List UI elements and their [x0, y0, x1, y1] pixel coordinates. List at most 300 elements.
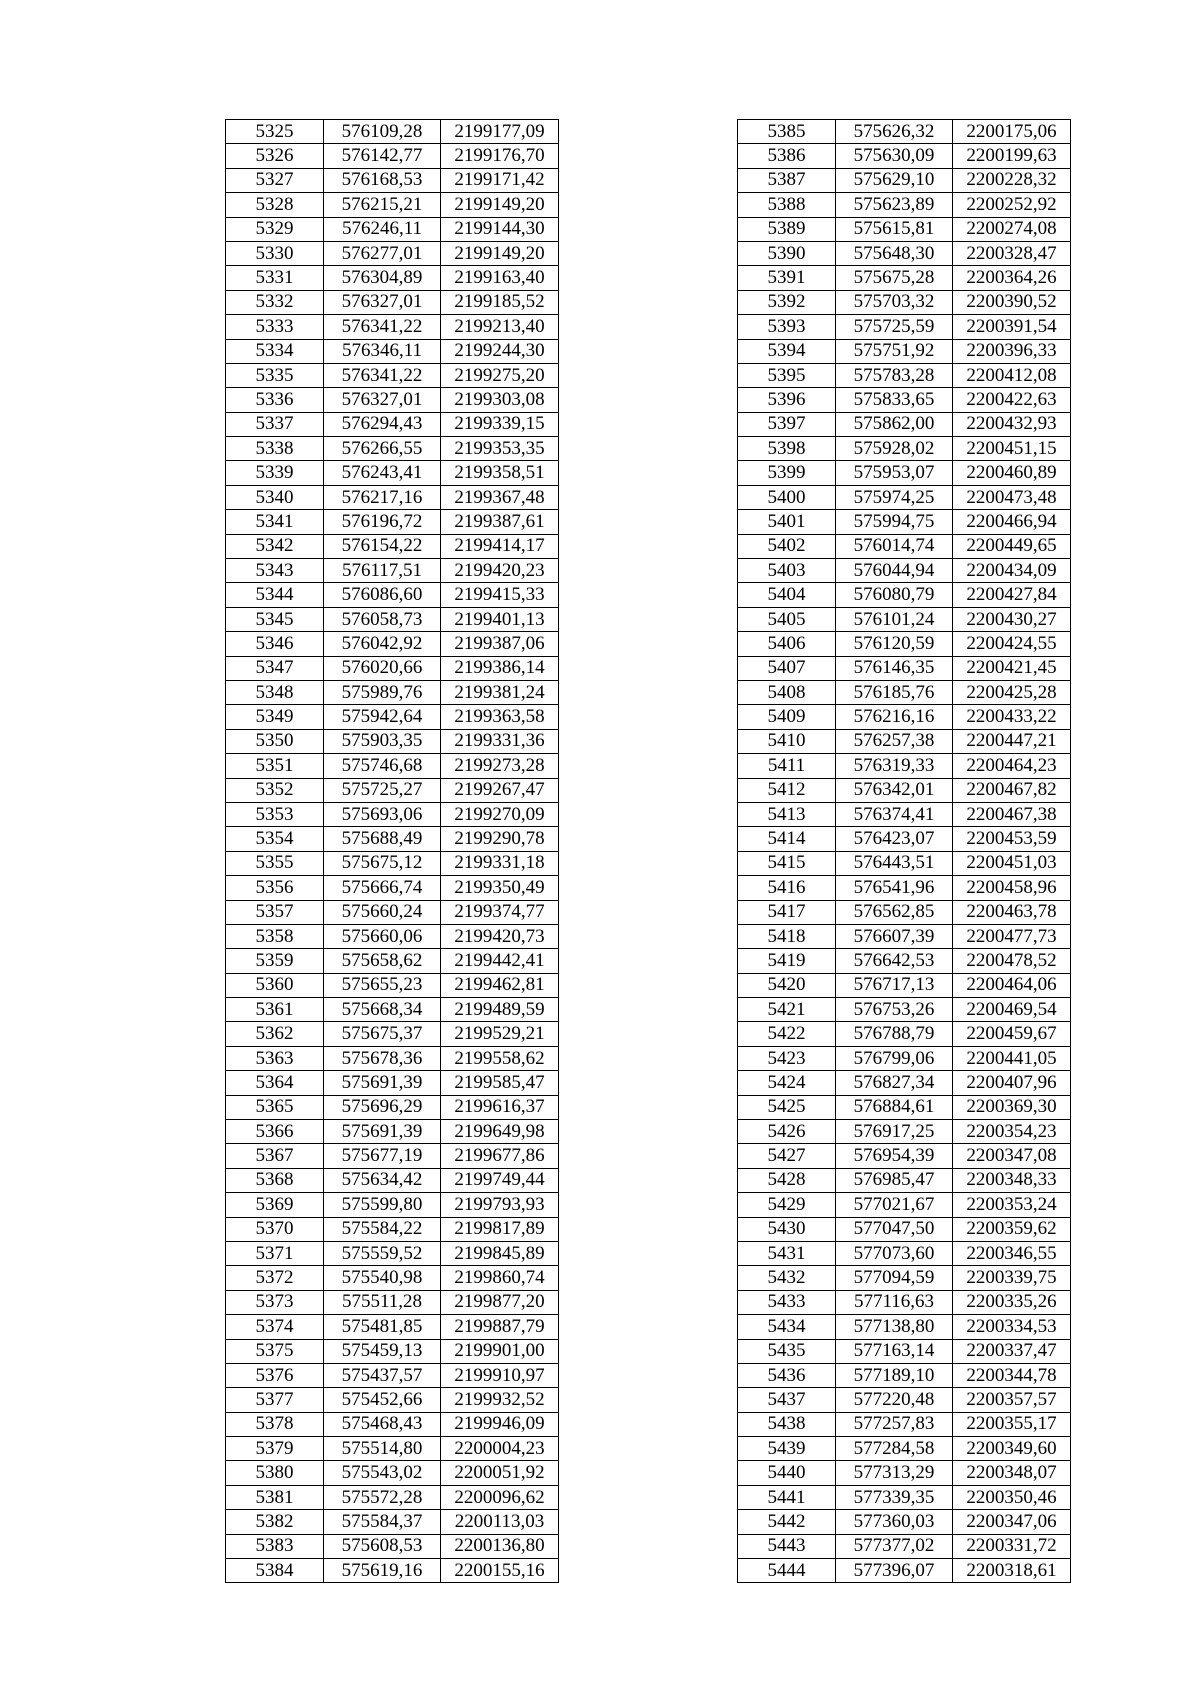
- y-coordinate-cell: 2200453,59: [953, 827, 1071, 851]
- y-coordinate-cell: 2200430,27: [953, 607, 1071, 631]
- table-row: [738, 827, 1071, 851]
- table-row: [738, 217, 1071, 241]
- x-coordinate-cell: 577094,59: [836, 1266, 953, 1290]
- y-coordinate-cell: 2199387,06: [441, 632, 559, 656]
- x-coordinate-cell: 575658,62: [324, 949, 441, 973]
- point-number-cell: 5431: [738, 1241, 836, 1265]
- table-row: [738, 705, 1071, 729]
- y-coordinate-cell: 2199374,77: [441, 900, 559, 924]
- point-number-cell: 5433: [738, 1290, 836, 1314]
- point-number-cell: 5387: [738, 168, 836, 192]
- x-coordinate-cell: 575608,53: [324, 1534, 441, 1558]
- point-number-cell: 5337: [226, 412, 324, 436]
- y-coordinate-cell: 2199616,37: [441, 1095, 559, 1119]
- table-row: [738, 1339, 1071, 1363]
- x-coordinate-cell: 577257,83: [836, 1412, 953, 1436]
- x-coordinate-cell: 576101,24: [836, 607, 953, 631]
- y-coordinate-cell: 2200434,09: [953, 559, 1071, 583]
- x-coordinate-cell: 576607,39: [836, 924, 953, 948]
- point-number-cell: 5350: [226, 729, 324, 753]
- point-number-cell: 5367: [226, 1144, 324, 1168]
- table-row: [738, 241, 1071, 265]
- x-coordinate-cell: 577339,35: [836, 1485, 953, 1509]
- table-row: [226, 1510, 559, 1534]
- x-coordinate-cell: 577189,10: [836, 1363, 953, 1387]
- table-body: [738, 120, 1071, 1583]
- table-row: [738, 559, 1071, 583]
- y-coordinate-cell: 2200349,60: [953, 1437, 1071, 1461]
- point-number-cell: 5428: [738, 1168, 836, 1192]
- point-number-cell: 5331: [226, 266, 324, 290]
- y-coordinate-cell: 2199442,41: [441, 949, 559, 973]
- point-number-cell: 5366: [226, 1120, 324, 1144]
- y-coordinate-cell: 2199331,36: [441, 729, 559, 753]
- x-coordinate-cell: 576217,16: [324, 485, 441, 509]
- x-coordinate-cell: 575630,09: [836, 144, 953, 168]
- table-row: [738, 1217, 1071, 1241]
- y-coordinate-cell: 2199749,44: [441, 1168, 559, 1192]
- table-row: [226, 1559, 559, 1583]
- y-coordinate-cell: 2200447,21: [953, 729, 1071, 753]
- x-coordinate-cell: 576058,73: [324, 607, 441, 631]
- point-number-cell: 5389: [738, 217, 836, 241]
- table-row: [226, 217, 559, 241]
- table-row: [226, 778, 559, 802]
- x-coordinate-cell: 575989,76: [324, 680, 441, 704]
- table-row: [738, 1290, 1071, 1314]
- point-number-cell: 5405: [738, 607, 836, 631]
- table-row: [226, 583, 559, 607]
- table-row: [226, 998, 559, 1022]
- y-coordinate-cell: 2199177,09: [441, 120, 559, 144]
- y-coordinate-cell: 2200228,32: [953, 168, 1071, 192]
- y-coordinate-cell: 2200354,23: [953, 1120, 1071, 1144]
- y-coordinate-cell: 2199290,78: [441, 827, 559, 851]
- table-row: [738, 583, 1071, 607]
- point-number-cell: 5361: [226, 998, 324, 1022]
- x-coordinate-cell: 576985,47: [836, 1168, 953, 1192]
- point-number-cell: 5437: [738, 1388, 836, 1412]
- y-coordinate-cell: 2199910,97: [441, 1363, 559, 1387]
- x-coordinate-cell: 576341,22: [324, 363, 441, 387]
- table-row: [226, 851, 559, 875]
- y-coordinate-cell: 2199185,52: [441, 290, 559, 314]
- y-coordinate-cell: 2199946,09: [441, 1412, 559, 1436]
- point-number-cell: 5363: [226, 1046, 324, 1070]
- table-row: [738, 266, 1071, 290]
- y-coordinate-cell: 2200348,33: [953, 1168, 1071, 1192]
- y-coordinate-cell: 2199489,59: [441, 998, 559, 1022]
- x-coordinate-cell: 575862,00: [836, 412, 953, 436]
- x-coordinate-cell: 577047,50: [836, 1217, 953, 1241]
- table-row: [738, 1412, 1071, 1436]
- x-coordinate-cell: 576342,01: [836, 778, 953, 802]
- y-coordinate-cell: 2199273,28: [441, 754, 559, 778]
- point-number-cell: 5349: [226, 705, 324, 729]
- y-coordinate-cell: 2200339,75: [953, 1266, 1071, 1290]
- point-number-cell: 5351: [226, 754, 324, 778]
- y-coordinate-cell: 2199144,30: [441, 217, 559, 241]
- x-coordinate-cell: 576117,51: [324, 559, 441, 583]
- x-coordinate-cell: 575459,13: [324, 1339, 441, 1363]
- x-coordinate-cell: 576216,16: [836, 705, 953, 729]
- x-coordinate-cell: 575725,59: [836, 315, 953, 339]
- x-coordinate-cell: 577116,63: [836, 1290, 953, 1314]
- table-row: [738, 607, 1071, 631]
- point-number-cell: 5432: [738, 1266, 836, 1290]
- y-coordinate-cell: 2200421,45: [953, 656, 1071, 680]
- x-coordinate-cell: 576374,41: [836, 802, 953, 826]
- point-number-cell: 5334: [226, 339, 324, 363]
- y-coordinate-cell: 2199149,20: [441, 241, 559, 265]
- table-row: [738, 949, 1071, 973]
- table-row: [738, 851, 1071, 875]
- y-coordinate-cell: 2200364,26: [953, 266, 1071, 290]
- y-coordinate-cell: 2199163,40: [441, 266, 559, 290]
- coordinates-table-right: [737, 119, 1071, 1583]
- point-number-cell: 5373: [226, 1290, 324, 1314]
- x-coordinate-cell: 577396,07: [836, 1559, 953, 1583]
- point-number-cell: 5346: [226, 632, 324, 656]
- point-number-cell: 5434: [738, 1315, 836, 1339]
- table-row: [226, 412, 559, 436]
- y-coordinate-cell: 2199420,23: [441, 559, 559, 583]
- x-coordinate-cell: 576346,11: [324, 339, 441, 363]
- x-coordinate-cell: 575572,28: [324, 1485, 441, 1509]
- point-number-cell: 5407: [738, 656, 836, 680]
- table-row: [226, 1217, 559, 1241]
- table-row: [226, 607, 559, 631]
- table-row: [738, 1144, 1071, 1168]
- x-coordinate-cell: 575623,89: [836, 193, 953, 217]
- table-row: [738, 656, 1071, 680]
- x-coordinate-cell: 576541,96: [836, 876, 953, 900]
- point-number-cell: 5425: [738, 1095, 836, 1119]
- x-coordinate-cell: 575675,37: [324, 1022, 441, 1046]
- table-row: [226, 388, 559, 412]
- table-row: [738, 412, 1071, 436]
- point-number-cell: 5370: [226, 1217, 324, 1241]
- x-coordinate-cell: 576120,59: [836, 632, 953, 656]
- x-coordinate-cell: 576020,66: [324, 656, 441, 680]
- y-coordinate-cell: 2200412,08: [953, 363, 1071, 387]
- x-coordinate-cell: 575746,68: [324, 754, 441, 778]
- point-number-cell: 5326: [226, 144, 324, 168]
- point-number-cell: 5394: [738, 339, 836, 363]
- y-coordinate-cell: 2199353,35: [441, 437, 559, 461]
- y-coordinate-cell: 2200407,96: [953, 1071, 1071, 1095]
- x-coordinate-cell: 576753,26: [836, 998, 953, 1022]
- table-row: [226, 120, 559, 144]
- point-number-cell: 5335: [226, 363, 324, 387]
- point-number-cell: 5438: [738, 1412, 836, 1436]
- y-coordinate-cell: 2200337,47: [953, 1339, 1071, 1363]
- point-number-cell: 5342: [226, 534, 324, 558]
- point-number-cell: 5395: [738, 363, 836, 387]
- y-coordinate-cell: 2199275,20: [441, 363, 559, 387]
- table-row: [226, 1339, 559, 1363]
- point-number-cell: 5347: [226, 656, 324, 680]
- table-row: [738, 1559, 1071, 1583]
- x-coordinate-cell: 576954,39: [836, 1144, 953, 1168]
- y-coordinate-cell: 2199149,20: [441, 193, 559, 217]
- table-row: [738, 485, 1071, 509]
- point-number-cell: 5413: [738, 802, 836, 826]
- table-row: [738, 900, 1071, 924]
- point-number-cell: 5369: [226, 1193, 324, 1217]
- point-number-cell: 5400: [738, 485, 836, 509]
- table-row: [738, 1193, 1071, 1217]
- y-coordinate-cell: 2199387,61: [441, 510, 559, 534]
- table-row: [226, 632, 559, 656]
- table-row: [226, 802, 559, 826]
- point-number-cell: 5414: [738, 827, 836, 851]
- point-number-cell: 5382: [226, 1510, 324, 1534]
- table-row: [226, 924, 559, 948]
- y-coordinate-cell: 2200467,82: [953, 778, 1071, 802]
- point-number-cell: 5415: [738, 851, 836, 875]
- x-coordinate-cell: 575678,36: [324, 1046, 441, 1070]
- x-coordinate-cell: 576257,38: [836, 729, 953, 753]
- x-coordinate-cell: 575903,35: [324, 729, 441, 753]
- point-number-cell: 5383: [226, 1534, 324, 1558]
- y-coordinate-cell: 2199901,00: [441, 1339, 559, 1363]
- table-row: [738, 973, 1071, 997]
- y-coordinate-cell: 2200353,24: [953, 1193, 1071, 1217]
- table-row: [226, 1485, 559, 1509]
- point-number-cell: 5417: [738, 900, 836, 924]
- x-coordinate-cell: 576196,72: [324, 510, 441, 534]
- x-coordinate-cell: 576154,22: [324, 534, 441, 558]
- table-row: [738, 144, 1071, 168]
- y-coordinate-cell: 2200175,06: [953, 120, 1071, 144]
- y-coordinate-cell: 2200459,67: [953, 1022, 1071, 1046]
- x-coordinate-cell: 575691,39: [324, 1120, 441, 1144]
- y-coordinate-cell: 2200096,62: [441, 1485, 559, 1509]
- y-coordinate-cell: 2200350,46: [953, 1485, 1071, 1509]
- point-number-cell: 5444: [738, 1559, 836, 1583]
- y-coordinate-cell: 2200136,80: [441, 1534, 559, 1558]
- table-row: [738, 1437, 1071, 1461]
- point-number-cell: 5372: [226, 1266, 324, 1290]
- table-row: [738, 1046, 1071, 1070]
- point-number-cell: 5344: [226, 583, 324, 607]
- y-coordinate-cell: 2200466,94: [953, 510, 1071, 534]
- y-coordinate-cell: 2200433,22: [953, 705, 1071, 729]
- x-coordinate-cell: 576146,35: [836, 656, 953, 680]
- y-coordinate-cell: 2199386,14: [441, 656, 559, 680]
- point-number-cell: 5329: [226, 217, 324, 241]
- point-number-cell: 5356: [226, 876, 324, 900]
- table-row: [226, 534, 559, 558]
- y-coordinate-cell: 2199350,49: [441, 876, 559, 900]
- x-coordinate-cell: 576423,07: [836, 827, 953, 851]
- x-coordinate-cell: 575660,06: [324, 924, 441, 948]
- x-coordinate-cell: 576827,34: [836, 1071, 953, 1095]
- y-coordinate-cell: 2199860,74: [441, 1266, 559, 1290]
- table-row: [738, 1120, 1071, 1144]
- x-coordinate-cell: 576304,89: [324, 266, 441, 290]
- point-number-cell: 5426: [738, 1120, 836, 1144]
- point-number-cell: 5386: [738, 144, 836, 168]
- x-coordinate-cell: 576109,28: [324, 120, 441, 144]
- table-row: [226, 705, 559, 729]
- point-number-cell: 5352: [226, 778, 324, 802]
- x-coordinate-cell: 576215,21: [324, 193, 441, 217]
- x-coordinate-cell: 576327,01: [324, 388, 441, 412]
- table-row: [738, 168, 1071, 192]
- x-coordinate-cell: 577073,60: [836, 1241, 953, 1265]
- y-coordinate-cell: 2200359,62: [953, 1217, 1071, 1241]
- y-coordinate-cell: 2200335,26: [953, 1290, 1071, 1314]
- point-number-cell: 5410: [738, 729, 836, 753]
- table-row: [738, 120, 1071, 144]
- point-number-cell: 5430: [738, 1217, 836, 1241]
- table-row: [738, 1363, 1071, 1387]
- table-row: [226, 1120, 559, 1144]
- point-number-cell: 5419: [738, 949, 836, 973]
- point-number-cell: 5420: [738, 973, 836, 997]
- point-number-cell: 5343: [226, 559, 324, 583]
- table-row: [226, 827, 559, 851]
- x-coordinate-cell: 575783,28: [836, 363, 953, 387]
- y-coordinate-cell: 2200464,06: [953, 973, 1071, 997]
- table-row: [738, 315, 1071, 339]
- y-coordinate-cell: 2200348,07: [953, 1461, 1071, 1485]
- y-coordinate-cell: 2200391,54: [953, 315, 1071, 339]
- x-coordinate-cell: 575693,06: [324, 802, 441, 826]
- x-coordinate-cell: 575974,25: [836, 485, 953, 509]
- point-number-cell: 5368: [226, 1168, 324, 1192]
- x-coordinate-cell: 575543,02: [324, 1461, 441, 1485]
- y-coordinate-cell: 2200451,03: [953, 851, 1071, 875]
- x-coordinate-cell: 575660,24: [324, 900, 441, 924]
- x-coordinate-cell: 575751,92: [836, 339, 953, 363]
- point-number-cell: 5336: [226, 388, 324, 412]
- y-coordinate-cell: 2199845,89: [441, 1241, 559, 1265]
- table-row: [226, 559, 559, 583]
- table-body: [226, 120, 559, 1583]
- x-coordinate-cell: 576086,60: [324, 583, 441, 607]
- point-number-cell: 5393: [738, 315, 836, 339]
- y-coordinate-cell: 2199213,40: [441, 315, 559, 339]
- x-coordinate-cell: 575584,22: [324, 1217, 441, 1241]
- x-coordinate-cell: 576243,41: [324, 461, 441, 485]
- point-number-cell: 5401: [738, 510, 836, 534]
- x-coordinate-cell: 575615,81: [836, 217, 953, 241]
- y-coordinate-cell: 2199649,98: [441, 1120, 559, 1144]
- point-number-cell: 5423: [738, 1046, 836, 1070]
- y-coordinate-cell: 2200422,63: [953, 388, 1071, 412]
- table-row: [226, 1534, 559, 1558]
- y-coordinate-cell: 2200347,06: [953, 1510, 1071, 1534]
- point-number-cell: 5408: [738, 680, 836, 704]
- x-coordinate-cell: 576014,74: [836, 534, 953, 558]
- y-coordinate-cell: 2199462,81: [441, 973, 559, 997]
- point-number-cell: 5378: [226, 1412, 324, 1436]
- x-coordinate-cell: 576246,11: [324, 217, 441, 241]
- x-coordinate-cell: 576142,77: [324, 144, 441, 168]
- table-row: [738, 1022, 1071, 1046]
- table-row: [738, 534, 1071, 558]
- y-coordinate-cell: 2200427,84: [953, 583, 1071, 607]
- table-row: [738, 998, 1071, 1022]
- point-number-cell: 5333: [226, 315, 324, 339]
- x-coordinate-cell: 576799,06: [836, 1046, 953, 1070]
- point-number-cell: 5364: [226, 1071, 324, 1095]
- y-coordinate-cell: 2199401,13: [441, 607, 559, 631]
- coordinates-table-left: [225, 119, 559, 1583]
- table-row: [226, 876, 559, 900]
- point-number-cell: 5441: [738, 1485, 836, 1509]
- table-row: [226, 290, 559, 314]
- x-coordinate-cell: 575468,43: [324, 1412, 441, 1436]
- table-row: [226, 900, 559, 924]
- x-coordinate-cell: 576277,01: [324, 241, 441, 265]
- table-row: [226, 1363, 559, 1387]
- x-coordinate-cell: 575481,85: [324, 1315, 441, 1339]
- y-coordinate-cell: 2199358,51: [441, 461, 559, 485]
- point-number-cell: 5348: [226, 680, 324, 704]
- x-coordinate-cell: 575619,16: [324, 1559, 441, 1583]
- table-row: [226, 461, 559, 485]
- y-coordinate-cell: 2200004,23: [441, 1437, 559, 1461]
- point-number-cell: 5355: [226, 851, 324, 875]
- x-coordinate-cell: 575928,02: [836, 437, 953, 461]
- point-number-cell: 5442: [738, 1510, 836, 1534]
- table-row: [226, 1241, 559, 1265]
- point-number-cell: 5416: [738, 876, 836, 900]
- x-coordinate-cell: 575703,32: [836, 290, 953, 314]
- y-coordinate-cell: 2200252,92: [953, 193, 1071, 217]
- x-coordinate-cell: 575691,39: [324, 1071, 441, 1095]
- x-coordinate-cell: 576319,33: [836, 754, 953, 778]
- x-coordinate-cell: 577377,02: [836, 1534, 953, 1558]
- point-number-cell: 5330: [226, 241, 324, 265]
- point-number-cell: 5421: [738, 998, 836, 1022]
- x-coordinate-cell: 575675,12: [324, 851, 441, 875]
- y-coordinate-cell: 2199932,52: [441, 1388, 559, 1412]
- point-number-cell: 5427: [738, 1144, 836, 1168]
- y-coordinate-cell: 2199817,89: [441, 1217, 559, 1241]
- point-number-cell: 5360: [226, 973, 324, 997]
- point-number-cell: 5381: [226, 1485, 324, 1509]
- x-coordinate-cell: 575668,34: [324, 998, 441, 1022]
- y-coordinate-cell: 2200318,61: [953, 1559, 1071, 1583]
- y-coordinate-cell: 2200396,33: [953, 339, 1071, 363]
- y-coordinate-cell: 2199529,21: [441, 1022, 559, 1046]
- table-row: [226, 266, 559, 290]
- y-coordinate-cell: 2200449,65: [953, 534, 1071, 558]
- x-coordinate-cell: 576642,53: [836, 949, 953, 973]
- point-number-cell: 5371: [226, 1241, 324, 1265]
- x-coordinate-cell: 575655,23: [324, 973, 441, 997]
- table-row: [738, 778, 1071, 802]
- table-row: [738, 1095, 1071, 1119]
- y-coordinate-cell: 2199363,58: [441, 705, 559, 729]
- point-number-cell: 5388: [738, 193, 836, 217]
- y-coordinate-cell: 2199677,86: [441, 1144, 559, 1168]
- table-row: [226, 973, 559, 997]
- point-number-cell: 5402: [738, 534, 836, 558]
- point-number-cell: 5436: [738, 1363, 836, 1387]
- point-number-cell: 5403: [738, 559, 836, 583]
- x-coordinate-cell: 576185,76: [836, 680, 953, 704]
- y-coordinate-cell: 2200369,30: [953, 1095, 1071, 1119]
- table-row: [738, 1485, 1071, 1509]
- y-coordinate-cell: 2200424,55: [953, 632, 1071, 656]
- point-number-cell: 5418: [738, 924, 836, 948]
